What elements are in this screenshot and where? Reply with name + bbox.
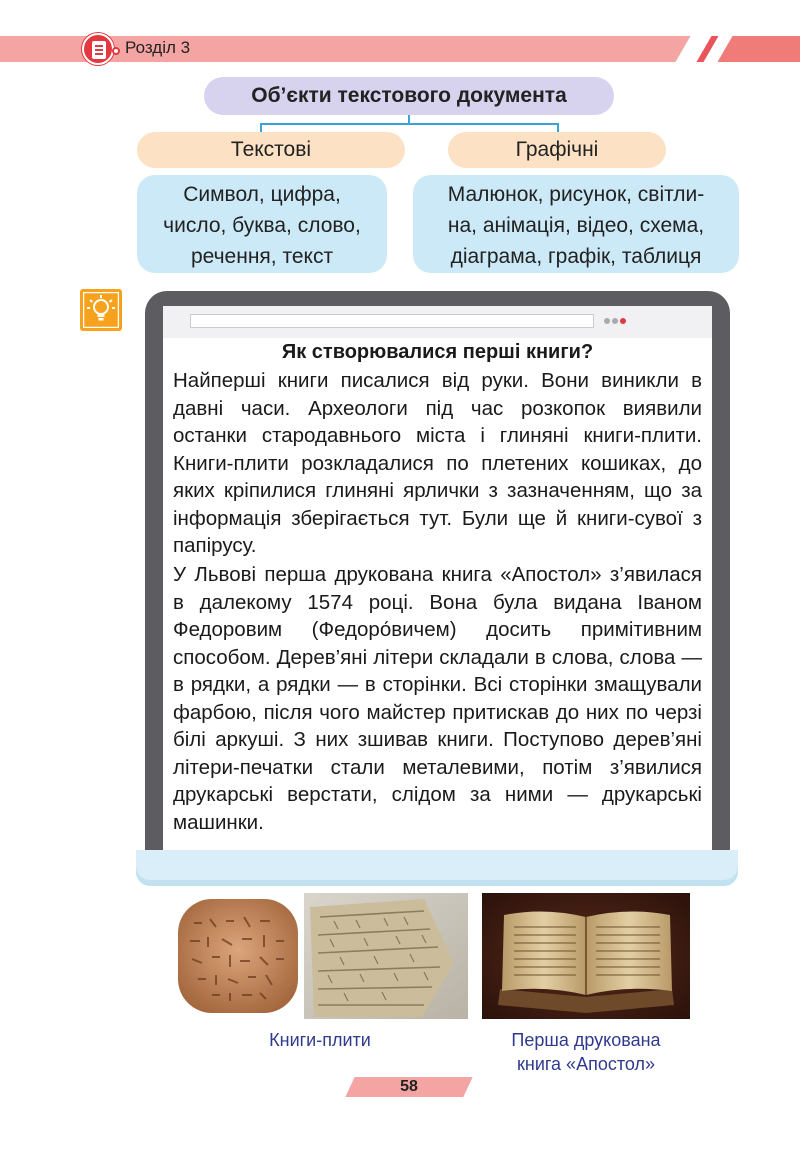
graphic-objects-list [413,175,739,273]
section-label: Розділ 3 [125,38,191,57]
window-control-dot [620,318,626,324]
category-text-objects: Текстові [137,132,405,168]
clay-fragment-photo [304,893,468,1019]
list-item: число, буква, слово, [163,214,361,237]
monitor-stand [136,850,738,886]
list-item: діаграма, графік, таблиця [450,245,702,268]
document-icon [82,33,114,65]
figure-caption-apostol: Перша друкована книга «Апостол» [511,1030,661,1074]
text-objects-list [137,175,387,273]
category-graphic-objects: Графічні [448,132,666,168]
window-control-dot [604,318,610,324]
apostol-book-photo [482,893,690,1019]
section-header-band [0,36,800,62]
clay-tablet-photo [172,893,304,1021]
article-paragraph: Найперші книги писалися від руки. Вони виникли в давні часи. Археологи під час розкопок виявили останки стародавнього міста і глиняні книги-плити. Книги-плити розкладалися по плетених кошиках, до яких кріпилися глиняні ярлички з зазначенням, що за інформація зберігається тут. Були ще й книги-сувої з папірусу. [173,369,702,557]
article-paragraph: У Львові перша друкована книга «Апостол» з’явилася в далекому 1574 році. Вона була видана Іваном Федоровим (Федоро́вичем) досить примітивним способом. Дерев’яні літери складали в слова, слова — в рядки, а рядки — в сторінки. Всі сторінки змащували фарбою, після чого майстер притискав до них по черзі білі аркуші. З них зшивав книги. Поступово дерев’яні літери-печатки стали металевими, потім з’явилися друкарські верстати, слідом за ними — друкарські машинки. [173,563,702,834]
list-item: речення, текст [190,245,334,268]
list-item: Символ, цифра, [183,183,341,206]
list-item: на, анімація, відео, схема, [447,214,705,237]
window-control-dot [612,318,618,324]
address-bar [190,314,594,328]
lightbulb-icon [80,289,122,331]
figure-caption-tablets: Книги-плити [269,1030,371,1050]
article-title: Як створювалися перші книги? [281,341,594,363]
connector-line [260,123,558,125]
list-item: Малюнок, рисунок, світли- [447,183,705,206]
mindmap-title: Об’єкти текстового документа [204,77,614,115]
page-number: 58 [400,1078,418,1095]
